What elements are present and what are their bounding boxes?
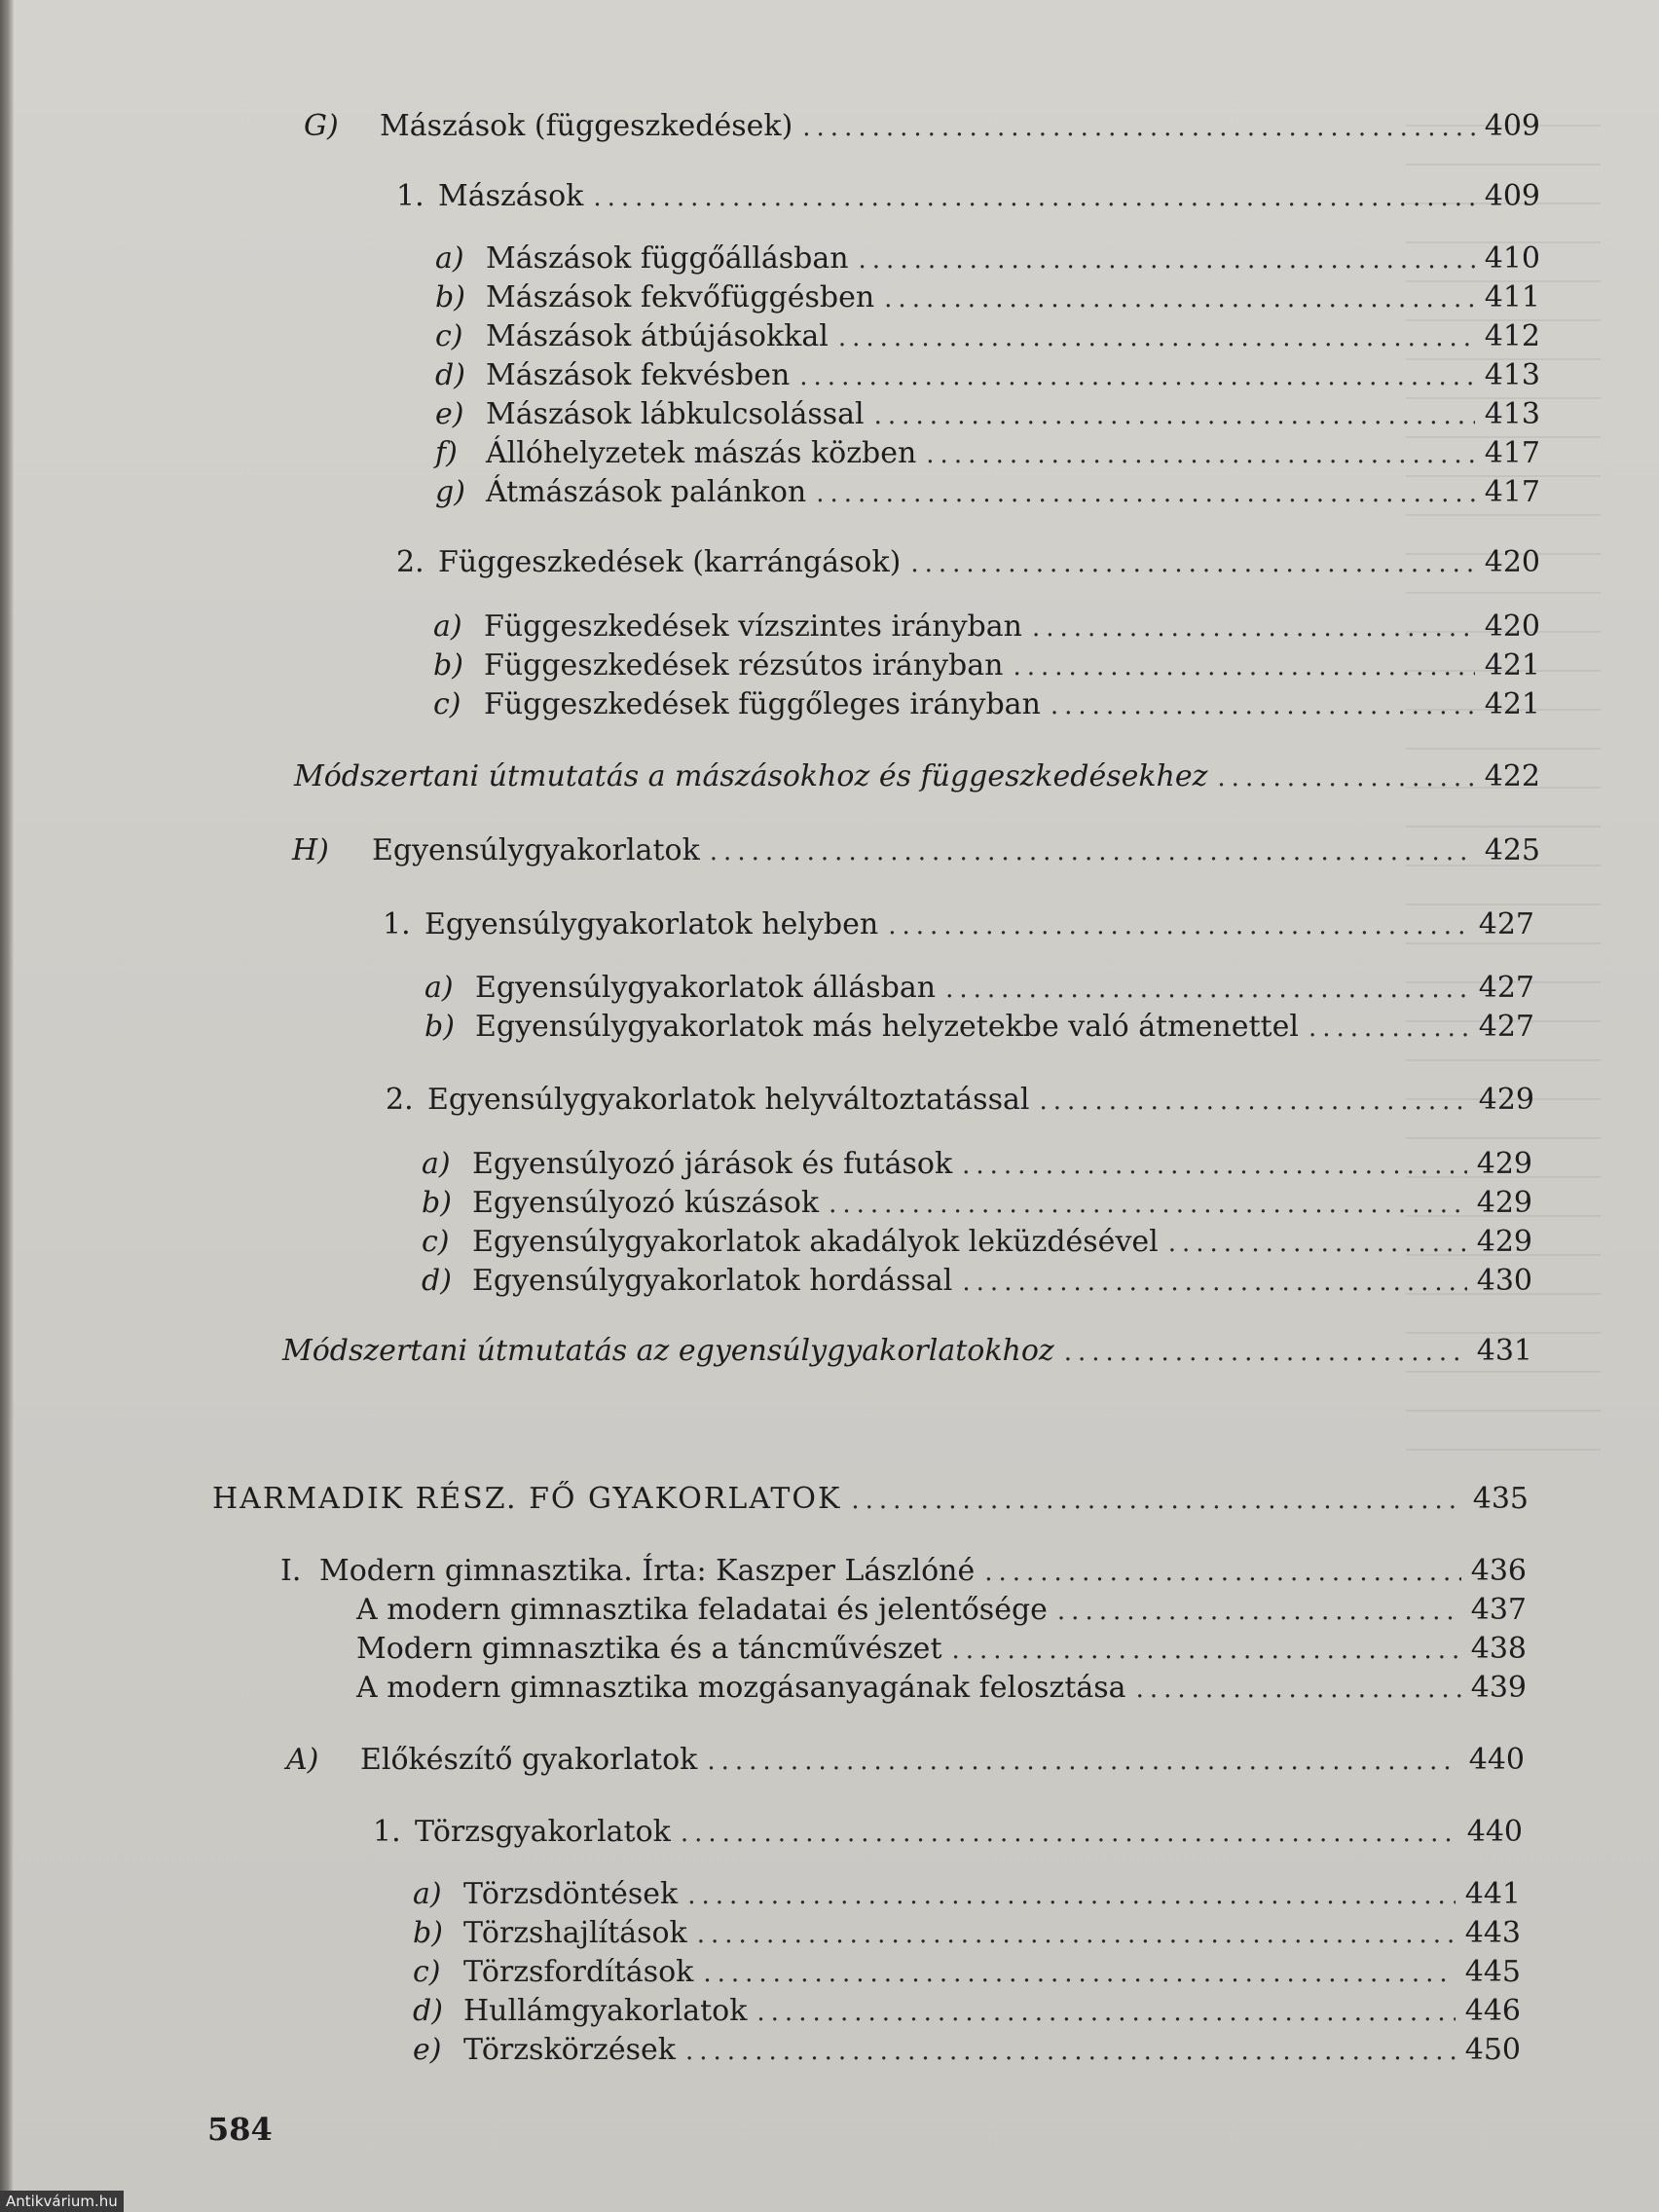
- page-number: 439: [1470, 1671, 1527, 1705]
- entry-title: Mászások lábkulcsolással: [486, 397, 865, 431]
- page-number: 440: [1468, 1743, 1525, 1777]
- entry-label: e): [435, 397, 464, 431]
- entry-title: Mászások fekvésben: [486, 358, 791, 392]
- toc-entry: [433, 609, 1540, 645]
- leader-dots: [593, 180, 1474, 215]
- page-number: 413: [1484, 397, 1540, 431]
- toc-entry-methodology: [294, 759, 1540, 795]
- toc-entry: [413, 1994, 1521, 2030]
- toc-entry: [433, 648, 1540, 684]
- toc-entry: [435, 319, 1540, 355]
- page-number: 429: [1476, 1186, 1532, 1220]
- leader-dots: [1217, 760, 1474, 795]
- leader-dots: [816, 476, 1474, 511]
- page-number: 412: [1484, 319, 1540, 353]
- entry-title: Függeszkedések rézsútos irányban: [484, 648, 1004, 682]
- entry-label: b): [424, 1010, 455, 1044]
- entry-label: a): [435, 241, 464, 276]
- entry-title: Módszertani útmutatás a mászásokhoz és függeszkedésekhez: [294, 759, 1208, 793]
- toc-entry: [373, 1815, 1523, 1851]
- entry-title: Egyensúlygyakorlatok állásban: [475, 971, 937, 1005]
- toc-entry: [435, 358, 1540, 394]
- entry-label: a): [413, 1877, 442, 1911]
- toc-entry: [435, 280, 1540, 316]
- leader-dots: [707, 1744, 1458, 1779]
- entry-title: Törzshajlítások: [463, 1916, 687, 1950]
- leader-dots: [945, 972, 1469, 1007]
- entry-label: f): [435, 436, 458, 470]
- toc-entry: [413, 2033, 1521, 2069]
- entry-label: H): [292, 833, 329, 867]
- toc-entry: [424, 1010, 1534, 1046]
- leader-dots: [1032, 610, 1475, 645]
- page-number: 445: [1464, 1955, 1521, 1989]
- page-number: 409: [1484, 109, 1540, 143]
- page-number: 443: [1464, 1916, 1521, 1950]
- entry-label: A): [286, 1743, 319, 1777]
- page-number: 421: [1484, 687, 1540, 721]
- toc-entry: [286, 1743, 1525, 1779]
- entry-label: a): [422, 1147, 451, 1181]
- toc-entry: [424, 971, 1534, 1007]
- leader-dots: [799, 359, 1474, 394]
- entry-title: Egyensúlygyakorlatok hordással: [472, 1264, 953, 1298]
- page-number: 409: [1484, 179, 1540, 213]
- leader-dots: [859, 242, 1475, 277]
- leader-dots: [851, 1483, 1462, 1518]
- watermark: Antikvárium.hu: [0, 2191, 124, 2212]
- entry-label: 1.: [383, 907, 411, 941]
- entry-label: 1.: [373, 1815, 401, 1849]
- toc-entry: [435, 436, 1540, 472]
- leader-dots: [962, 1265, 1466, 1300]
- toc-entry: [435, 475, 1540, 511]
- leader-dots: [1051, 688, 1475, 723]
- page-number: 436: [1470, 1554, 1527, 1588]
- entry-title: Függeszkedések függőleges irányban: [484, 687, 1041, 721]
- toc-entry: [413, 1955, 1521, 1991]
- leader-dots: [952, 1633, 1461, 1668]
- toc-entry: [422, 1186, 1532, 1222]
- entry-title: Állóhelyzetek mászás közben: [486, 436, 917, 470]
- page-number: 441: [1464, 1877, 1521, 1911]
- toc-entry: [422, 1147, 1532, 1183]
- entry-label: b): [422, 1186, 452, 1220]
- toc-entry: [433, 687, 1540, 723]
- leader-dots: [1064, 1335, 1467, 1370]
- toc-entry: [435, 397, 1540, 433]
- entry-title: Mászások átbújásokkal: [486, 319, 829, 353]
- leader-dots: [685, 2034, 1456, 2069]
- entry-label: c): [435, 319, 463, 353]
- entry-title: Modern gimnasztika. Írta: Kaszper Lászlóné: [319, 1554, 976, 1588]
- toc-entry: [356, 1632, 1527, 1668]
- page-number: 431: [1476, 1334, 1532, 1368]
- leader-dots: [829, 1187, 1467, 1222]
- entry-label: e): [413, 2033, 442, 2067]
- page-number: 437: [1470, 1593, 1527, 1627]
- entry-title: Törzsdöntések: [463, 1877, 679, 1911]
- entry-title: Mászások: [438, 179, 584, 213]
- entry-label: c): [413, 1955, 441, 1989]
- entry-title: Függeszkedések vízszintes irányban: [484, 609, 1022, 644]
- leader-dots: [697, 1917, 1456, 1952]
- entry-label: a): [433, 609, 462, 644]
- entry-title: Modern gimnasztika és a táncművészet: [356, 1632, 942, 1666]
- leader-dots: [1309, 1011, 1469, 1046]
- leader-dots: [838, 320, 1475, 355]
- entry-title: Egyensúlygyakorlatok helyben: [424, 907, 879, 941]
- entry-label: b): [433, 648, 463, 682]
- page-number: 440: [1466, 1815, 1523, 1849]
- toc-entry: [396, 545, 1540, 581]
- toc-entry: [386, 1083, 1534, 1119]
- page-number: 429: [1476, 1147, 1532, 1181]
- leader-dots: [703, 1956, 1455, 1991]
- leader-dots: [802, 110, 1474, 145]
- toc-entry: [396, 179, 1540, 215]
- entry-title: Egyensúlygyakorlatok más helyzetekbe való átmenettel: [475, 1010, 1299, 1044]
- page-number: 450: [1464, 2033, 1521, 2067]
- entry-title: Függeszkedések (karrángások): [438, 545, 902, 579]
- entry-title: Mászások fekvőfüggésben: [486, 280, 875, 314]
- toc-entry: [422, 1225, 1532, 1261]
- page-number: 420: [1484, 545, 1540, 579]
- page-number: 427: [1478, 907, 1534, 941]
- entry-title: Törzsgyakorlatok: [415, 1815, 671, 1849]
- toc-entry: [304, 109, 1540, 145]
- entry-label: d): [413, 1994, 443, 2028]
- page-number: 413: [1484, 358, 1540, 392]
- page-number: 430: [1476, 1264, 1532, 1298]
- page-folio-number: 584: [207, 2111, 273, 2148]
- entry-title: Mászások (függeszkedések): [380, 109, 793, 143]
- entry-title: Egyensúlygyakorlatok: [372, 833, 700, 867]
- entry-label: a): [424, 971, 454, 1005]
- entry-label: I.: [280, 1554, 302, 1588]
- page-number: 446: [1464, 1994, 1521, 2028]
- page-number: 417: [1484, 436, 1540, 470]
- toc-entry: [383, 907, 1534, 943]
- page-number: 435: [1472, 1482, 1529, 1516]
- toc-entry: [356, 1671, 1527, 1707]
- leader-dots: [1013, 649, 1474, 684]
- entry-title: Egyensúlyozó járások és futások: [472, 1147, 953, 1181]
- leader-dots: [756, 1995, 1455, 2030]
- toc-entry: [422, 1264, 1532, 1300]
- entry-title: Törzsfordítások: [463, 1955, 694, 1989]
- toc-entry: [413, 1877, 1521, 1913]
- leader-dots: [962, 1148, 1467, 1183]
- entry-label: G): [304, 109, 339, 143]
- page-number: 421: [1484, 648, 1540, 682]
- leader-dots: [681, 1816, 1457, 1851]
- leader-dots: [1136, 1672, 1461, 1707]
- entry-label: d): [422, 1264, 452, 1298]
- entry-label: 2.: [396, 545, 424, 579]
- page-number: 422: [1484, 759, 1540, 793]
- entry-title: Előkészítő gyakorlatok: [360, 1743, 698, 1777]
- entry-label: c): [422, 1225, 450, 1259]
- page-number: 420: [1484, 609, 1540, 644]
- part-title: HARMADIK RÉSZ. FŐ GYAKORLATOK: [212, 1482, 842, 1516]
- entry-title: Törzskörzések: [463, 2033, 676, 2067]
- page-number: 417: [1484, 475, 1540, 509]
- entry-label: 1.: [396, 179, 424, 213]
- page-number: 438: [1470, 1632, 1527, 1666]
- leader-dots: [1039, 1084, 1468, 1119]
- entry-label: c): [433, 687, 461, 721]
- entry-title: A modern gimnasztika mozgásanyagának felosztása: [356, 1671, 1126, 1705]
- toc-entry: [292, 833, 1540, 869]
- entry-title: Átmászások palánkon: [486, 475, 807, 509]
- toc-entry-methodology: [282, 1334, 1532, 1370]
- page-number: 429: [1478, 1083, 1534, 1117]
- entry-title: Hullámgyakorlatok: [463, 1994, 748, 2028]
- toc-part-heading: [212, 1482, 1529, 1518]
- entry-label: d): [435, 358, 465, 392]
- leader-dots: [888, 908, 1469, 943]
- entry-title: Egyensúlyozó kúszások: [472, 1186, 820, 1220]
- leader-dots: [874, 398, 1475, 433]
- toc-entry: [435, 241, 1540, 277]
- leader-dots: [926, 437, 1474, 472]
- entry-label: 2.: [386, 1083, 414, 1117]
- entry-title: Mászások függőállásban: [486, 241, 849, 276]
- entry-label: b): [413, 1916, 443, 1950]
- toc-entry: [413, 1916, 1521, 1952]
- page-number: 427: [1478, 1010, 1534, 1044]
- entry-title: Egyensúlygyakorlatok helyváltoztatással: [427, 1083, 1030, 1117]
- leader-dots: [884, 281, 1475, 316]
- entry-label: b): [435, 280, 465, 314]
- page-number: 411: [1484, 280, 1540, 314]
- entry-title: Módszertani útmutatás az egyensúlygyakorlatokhoz: [282, 1334, 1054, 1368]
- toc-entry: [280, 1554, 1527, 1590]
- leader-dots: [1168, 1226, 1467, 1261]
- leader-dots: [687, 1878, 1456, 1913]
- entry-title: A modern gimnasztika feladatai és jelentősége: [356, 1593, 1048, 1627]
- toc-entry: [356, 1593, 1527, 1629]
- leader-dots: [710, 834, 1475, 869]
- page-number: 429: [1476, 1225, 1532, 1259]
- leader-dots: [984, 1555, 1461, 1590]
- page-number: 425: [1484, 833, 1540, 867]
- page-number: 410: [1484, 241, 1540, 276]
- entry-label: g): [435, 475, 465, 509]
- leader-dots: [1057, 1594, 1461, 1629]
- page-number: 427: [1478, 971, 1534, 1005]
- entry-title: Egyensúlygyakorlatok akadályok leküzdésével: [472, 1225, 1159, 1259]
- leader-dots: [910, 546, 1474, 581]
